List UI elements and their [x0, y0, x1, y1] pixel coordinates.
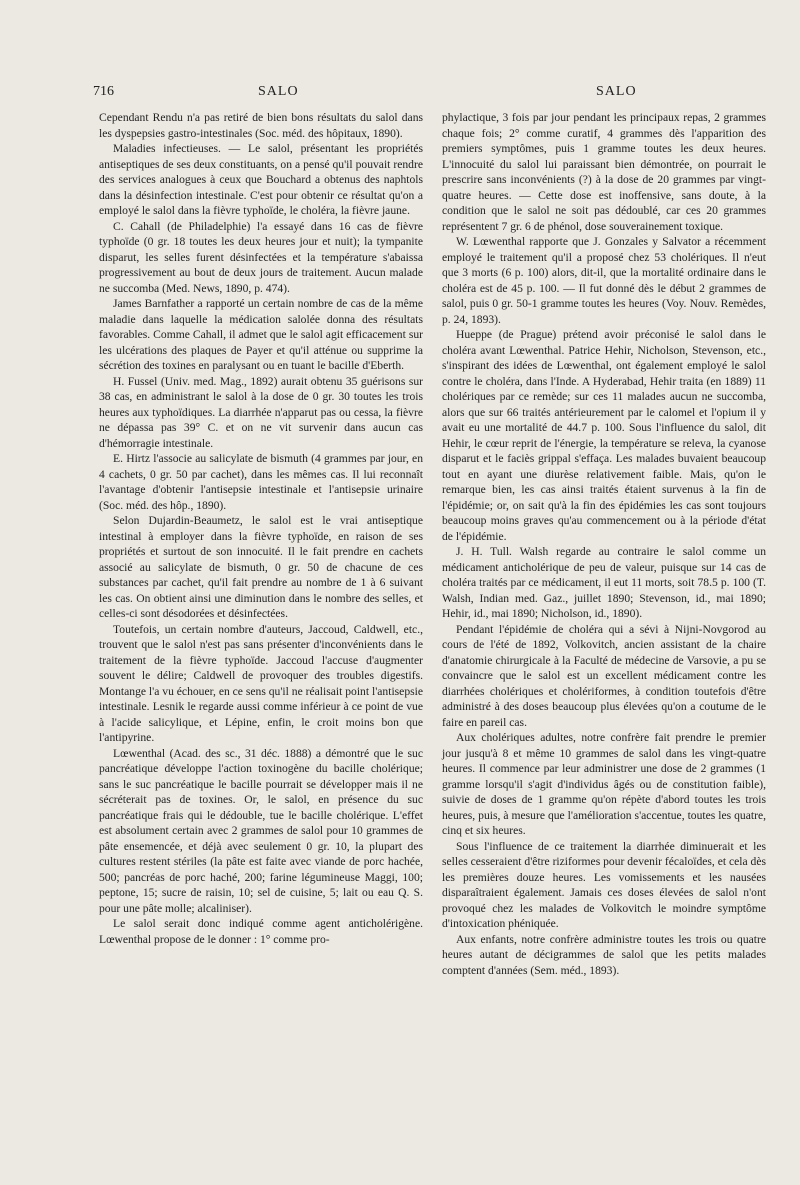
paragraph: Aux cholériques adultes, notre confrère fait prendre le premier jour jusqu'à 8 et même 10 grammes de salol dans les vingt-quatre heures. Il commence par leur administrer une dose de 2 grammes (1 gramme lorsqu'il s'agit d'individus âgés ou de constitution faible), suivie de doses de 1 gramme qu'on répète d'abord toutes les trois heures, puis, à mesure que l'amélioration s'accentue, toutes les quatre, cinq et six heures. [442, 731, 766, 837]
paragraph: Sous l'influence de ce traitement la diarrhée diminuerait et les selles cesseraient d'être riziformes pour devenir fécaloïdes, et cela dès les premières douze heures. Les vomissements et les nausées disparaîtraient également. Jamais ces doses élevées de salol n'ont provoqué chez les malades de Volkovitch le moindre symptôme d'intoxication phéniquée. [442, 839, 766, 930]
paragraph: Toutefois, un certain nombre d'auteurs, Jaccoud, Caldwell, etc., trouvent que le salol n'est pas sans présenter d'inconvénients dans le traitement de la fièvre typhoïde. Jaccoud l'accuse d'augmenter souvent le délire; Caldwell de provoquer des troubles digestifs. Montange l'a vu échouer, en ce sens qu'il ne réalisait point l'antisepsie intestinale. Lesnik le regarde aussi comme inférieur à ce point de vue à l'acide salicylique, et Lépine, enfin, le croit moins bon que l'antipyrine. [99, 622, 423, 744]
paragraph: Maladies infectieuses. — Le salol, présentant les propriétés antiseptiques de ses deux constituants, on a pensé qu'il pouvait rendre des services analogues à ceux que Bouchard a obtenus des naphtols dans la désinfection intestinale. C'est pour obtenir ce résultat qu'on a employé le salol dans la fièvre typhoïde, le choléra, la fièvre jaune. [99, 142, 423, 217]
paragraph: W. Lœwenthal rapporte que J. Gonzales y Salvator a récemment employé le traitement qu'il a proposé chez 53 cholériques. Il n'eut que 3 morts (6 p. 100) alors, dit-il, que la mortalité ordinaire dans le choléra est de 45 p. 100. — Il fut donné dès le début 2 grammes de salol, puis 0 gr. 50-1 gramme toutes les heures (Voy. Nouv. Remèdes, p. 24, 1893). [442, 235, 766, 326]
paragraph: H. Fussel (Univ. med. Mag., 1892) aurait obtenu 35 guérisons sur 38 cas, en administrant le salol à la dose de 0 gr. 30 toutes les trois heures aux typhoïdiques. La diarrhée n'apparut pas ou cessa, la fièvre ne dépassa pas 39° C. et on ne vit survenir dans aucun cas d'hémorragie intestinale. [99, 374, 423, 450]
page-header [0, 84, 800, 104]
paragraph: E. Hirtz l'associe au salicylate de bismuth (4 grammes par jour, en 4 cachets, 0 gr. 50 par cachet), dans les mêmes cas. Il lui reconnaît l'avantage d'obtenir l'antisepsie intestinale et l'antisepsie urinaire (Soc. méd. des hôp., 1890). [99, 452, 423, 512]
running-head-right: SALO [596, 84, 637, 99]
paragraph: Hueppe (de Prague) prétend avoir préconisé le salol dans le choléra avant Lœwenthal. Patrice Hehir, Nicholson, Stevenson, etc., s'inspirant des idées de Lœwenthal, ont également employé le salol contre le choléra, dans l'Inde. A Hyderabad, Hehir traita (en 1889) 11 cholériques par ce remède; sur ces 11 malades aucun ne succomba, alors que sur 66 traités antérieurement par le calomel et l'opium il y avait eu une mortalité de 44.7 p. 100. Sous l'influence du salol, dit Hehir, le cœur reprit de l'énergie, la température se releva, la cyanose disparut et le faciès grippal s'effaça. Les malades buvaient beaucoup tout en ayant une diurèse relativement faible. Mais, qu'on le remarque bien, les cas ainsi traités étaient survenus à la fin de l'épidémie; or, on sait qu'à la fin des épidémies les cas sont toujours beaucoup moins graves qu'au commencement ou à la période d'état de l'épidémie. [442, 328, 766, 543]
paragraph: Lœwenthal (Acad. des sc., 31 déc. 1888) a démontré que le suc pancréatique développe l'action toxinogène du bacille cholérique; sans le suc pancréatique le bacille pourrait se développer mais il ne sécréterait pas de toxines. Or, le salol, en présence du suc pancréatique frais qui le dédouble, tue le bacille cholérique. L'effet est absolument certain avec 2 grammes de salol pour 10 grammes de pâte ensemencée, et déjà avec seulement 0 gr. 10, la plupart des cultures restent stériles (la pâte est faite avec viande de porc hachée, 500; pancréas de porc haché, 200; farine légumineuse Maggi, 100; peptone, 15; sucre de raisin, 10; sel de cuisine, 5; lait ou eau Q. S. pour une pâte molle; alcaliniser). [99, 746, 423, 915]
paragraph: James Barnfather a rapporté un certain nombre de cas de la même maladie dans laquelle la médication salolée donna des résultats favorables. Comme Cahall, il admet que le salol agit efficacement sur les ulcérations des plaques de Payer et qu'il atténue ou supprime la sécrétion des toxines en paralysant ou en tuant le bacille d'Eberth. [99, 297, 423, 372]
left-column [99, 110, 423, 947]
paragraph: Aux enfants, notre confrère administre toutes les trois ou quatre heures autant de décigrammes de salol que les petits malades comptent d'années (Sem. méd., 1893). [442, 932, 766, 977]
paragraph: Cependant Rendu n'a pas retiré de bien bons résultats du salol dans les dyspepsies gastro-intestinales (Soc. méd. des hôpitaux, 1890). [99, 111, 423, 140]
paragraph: Pendant l'épidémie de choléra qui a sévi à Nijni-Novgorod au cours de l'été de 1892, Volkovitch, ancien assistant de la chaire d'anatomie chirurgicale à la Faculté de médecine de Varsovie, a pu se convaincre que le salol est un excellent médicament contre les diarrhées cholériques et cholériformes, à condition toutefois d'être administré à des doses beaucoup plus élevées qu'on a coutume de le faire en pareil cas. [442, 622, 766, 729]
paragraph: Le salol serait donc indiqué comme agent anticholérigène. Lœwenthal propose de le donner : 1° comme pro- [99, 917, 423, 946]
paragraph: C. Cahall (de Philadelphie) l'a essayé dans 16 cas de fièvre typhoïde (0 gr. 18 toutes les deux heures jour et nuit); la tympanite disparut, les selles furent désinfectées et la température s'abaissa progressivement au bout de deux jours de traitement. Aucun malade ne succomba (Med. News, 1890, p. 474). [99, 219, 423, 295]
running-head-left: SALO [258, 84, 299, 99]
right-column [442, 110, 766, 978]
page-number: 716 [93, 84, 114, 99]
paragraph: Selon Dujardin-Beaumetz, le salol est le vrai antiseptique intestinal à employer dans la fièvre typhoïde, en raison de ses propriétés et surtout de son innocuité. Il le fait prendre en cachets associé au salicylate de bismuth, 0 gr. 50 de chacune de ces substances par cachet, qu'il fait prendre au nombre de 1 à 6 suivant les cas. On obtient ainsi une diminution dans le nombre des selles, et celles-ci sont désodorées et désinfectées. [99, 514, 423, 620]
paragraph: J. H. Tull. Walsh regarde au contraire le salol comme un médicament anticholérique de peu de valeur, puisque sur 14 cas de choléra traités par ce médicament, il eut 11 morts, soit 78.5 p. 100 (T. Walsh, Indian med. Gaz., juillet 1890; Stevenson, id., mai 1890; Hehir, id., mai 1890; Nicholson, id., 1890). [442, 545, 766, 620]
paragraph: phylactique, 3 fois par jour pendant les principaux repas, 2 grammes chaque fois; 2° comme curatif, 4 grammes dès l'apparition des premiers symptômes, puis 1 gramme toutes les deux heures. L'innocuité du salol lui paraissant bien démontrée, on pourrait le prescrire sans inconvénients (?) à la dose de 20 grammes par vingt-quatre heures. — Cette dose est inoffensive, sans doute, à la condition que le salol ne soit pas dédoublé, car ces 20 grammes représentent 7 gr. 6 de phénol, dose souverainement toxique. [442, 111, 766, 233]
